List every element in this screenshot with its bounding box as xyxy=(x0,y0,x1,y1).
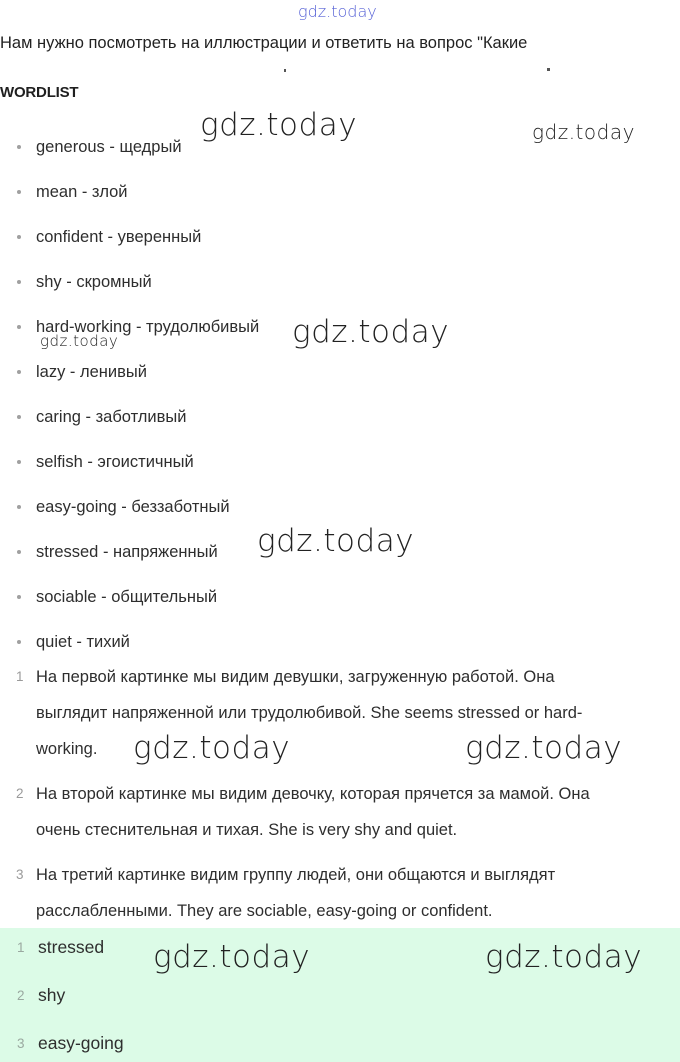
word-entry: quiet - тихий xyxy=(36,633,130,651)
cut-line-fragments xyxy=(282,66,552,74)
watermark: gdz.today xyxy=(40,332,119,350)
word-entry: confident - уверенный xyxy=(36,228,202,246)
watermark: gdz.today xyxy=(485,939,643,975)
bullet-icon xyxy=(17,595,21,599)
paragraph-line: расслабленными. They are sociable, easy-going or confident. xyxy=(36,902,493,920)
paragraph-line: На второй картинке мы видим девочку, которая прячется за мамой. Она xyxy=(36,785,590,803)
paragraph-line: выглядит напряженной или трудолюбивой. She seems stressed or hard- xyxy=(36,704,583,722)
bullet-icon xyxy=(17,280,21,284)
paragraph-line: очень стеснительная и тихая. She is very shy and quiet. xyxy=(36,821,458,839)
bullet-icon xyxy=(17,415,21,419)
watermark: gdz.today xyxy=(200,107,358,143)
watermark: gdz.today xyxy=(465,730,623,766)
paragraph-number: 1 xyxy=(16,669,24,684)
wordlist-title: WORDLIST xyxy=(0,84,79,101)
word-entry: stressed - напряженный xyxy=(36,543,218,561)
bullet-icon xyxy=(17,550,21,554)
bullet-icon xyxy=(17,235,21,239)
bullet-icon xyxy=(17,460,21,464)
intro-text: Нам нужно посмотреть на иллюстрации и ответить на вопрос "Какие xyxy=(0,34,528,52)
word-entry: mean - злой xyxy=(36,183,128,201)
bullet-icon xyxy=(17,145,21,149)
bullet-icon xyxy=(17,370,21,374)
paragraph-number: 3 xyxy=(16,867,24,882)
word-entry: hard-working - трудолюбивый xyxy=(36,318,260,336)
watermark: gdz.today xyxy=(153,939,311,975)
word-entry: sociable - общительный xyxy=(36,588,218,606)
word-entry: caring - заботливый xyxy=(36,408,187,426)
watermark: gdz.today xyxy=(292,314,450,350)
answer-text: shy xyxy=(38,985,66,1005)
bullet-icon xyxy=(17,505,21,509)
paragraph-line: working. xyxy=(36,740,98,758)
bullet-icon xyxy=(17,640,21,644)
paragraph-line: На первой картинке мы видим девушки, загруженную работой. Она xyxy=(36,668,555,686)
word-entry: generous - щедрый xyxy=(36,138,182,156)
word-entry: shy - скромный xyxy=(36,273,152,291)
answer-number: 3 xyxy=(17,1036,25,1051)
watermark: gdz.today xyxy=(257,523,415,559)
word-entry: easy-going - беззаботный xyxy=(36,498,230,516)
answer-number: 2 xyxy=(17,988,25,1003)
watermark: gdz.today xyxy=(532,120,635,144)
word-entry: selfish - эгоистичный xyxy=(36,453,194,471)
header-watermark: gdz.today xyxy=(298,2,377,21)
bullet-icon xyxy=(17,325,21,329)
word-entry: lazy - ленивый xyxy=(36,363,147,381)
answer-text: easy-going xyxy=(38,1033,124,1053)
paragraph-number: 2 xyxy=(16,786,24,801)
bullet-icon xyxy=(17,190,21,194)
answer-number: 1 xyxy=(17,940,25,955)
paragraph-line: На третий картинке видим группу людей, они общаются и выглядят xyxy=(36,866,556,884)
answer-text: stressed xyxy=(38,937,105,957)
watermark: gdz.today xyxy=(133,730,291,766)
